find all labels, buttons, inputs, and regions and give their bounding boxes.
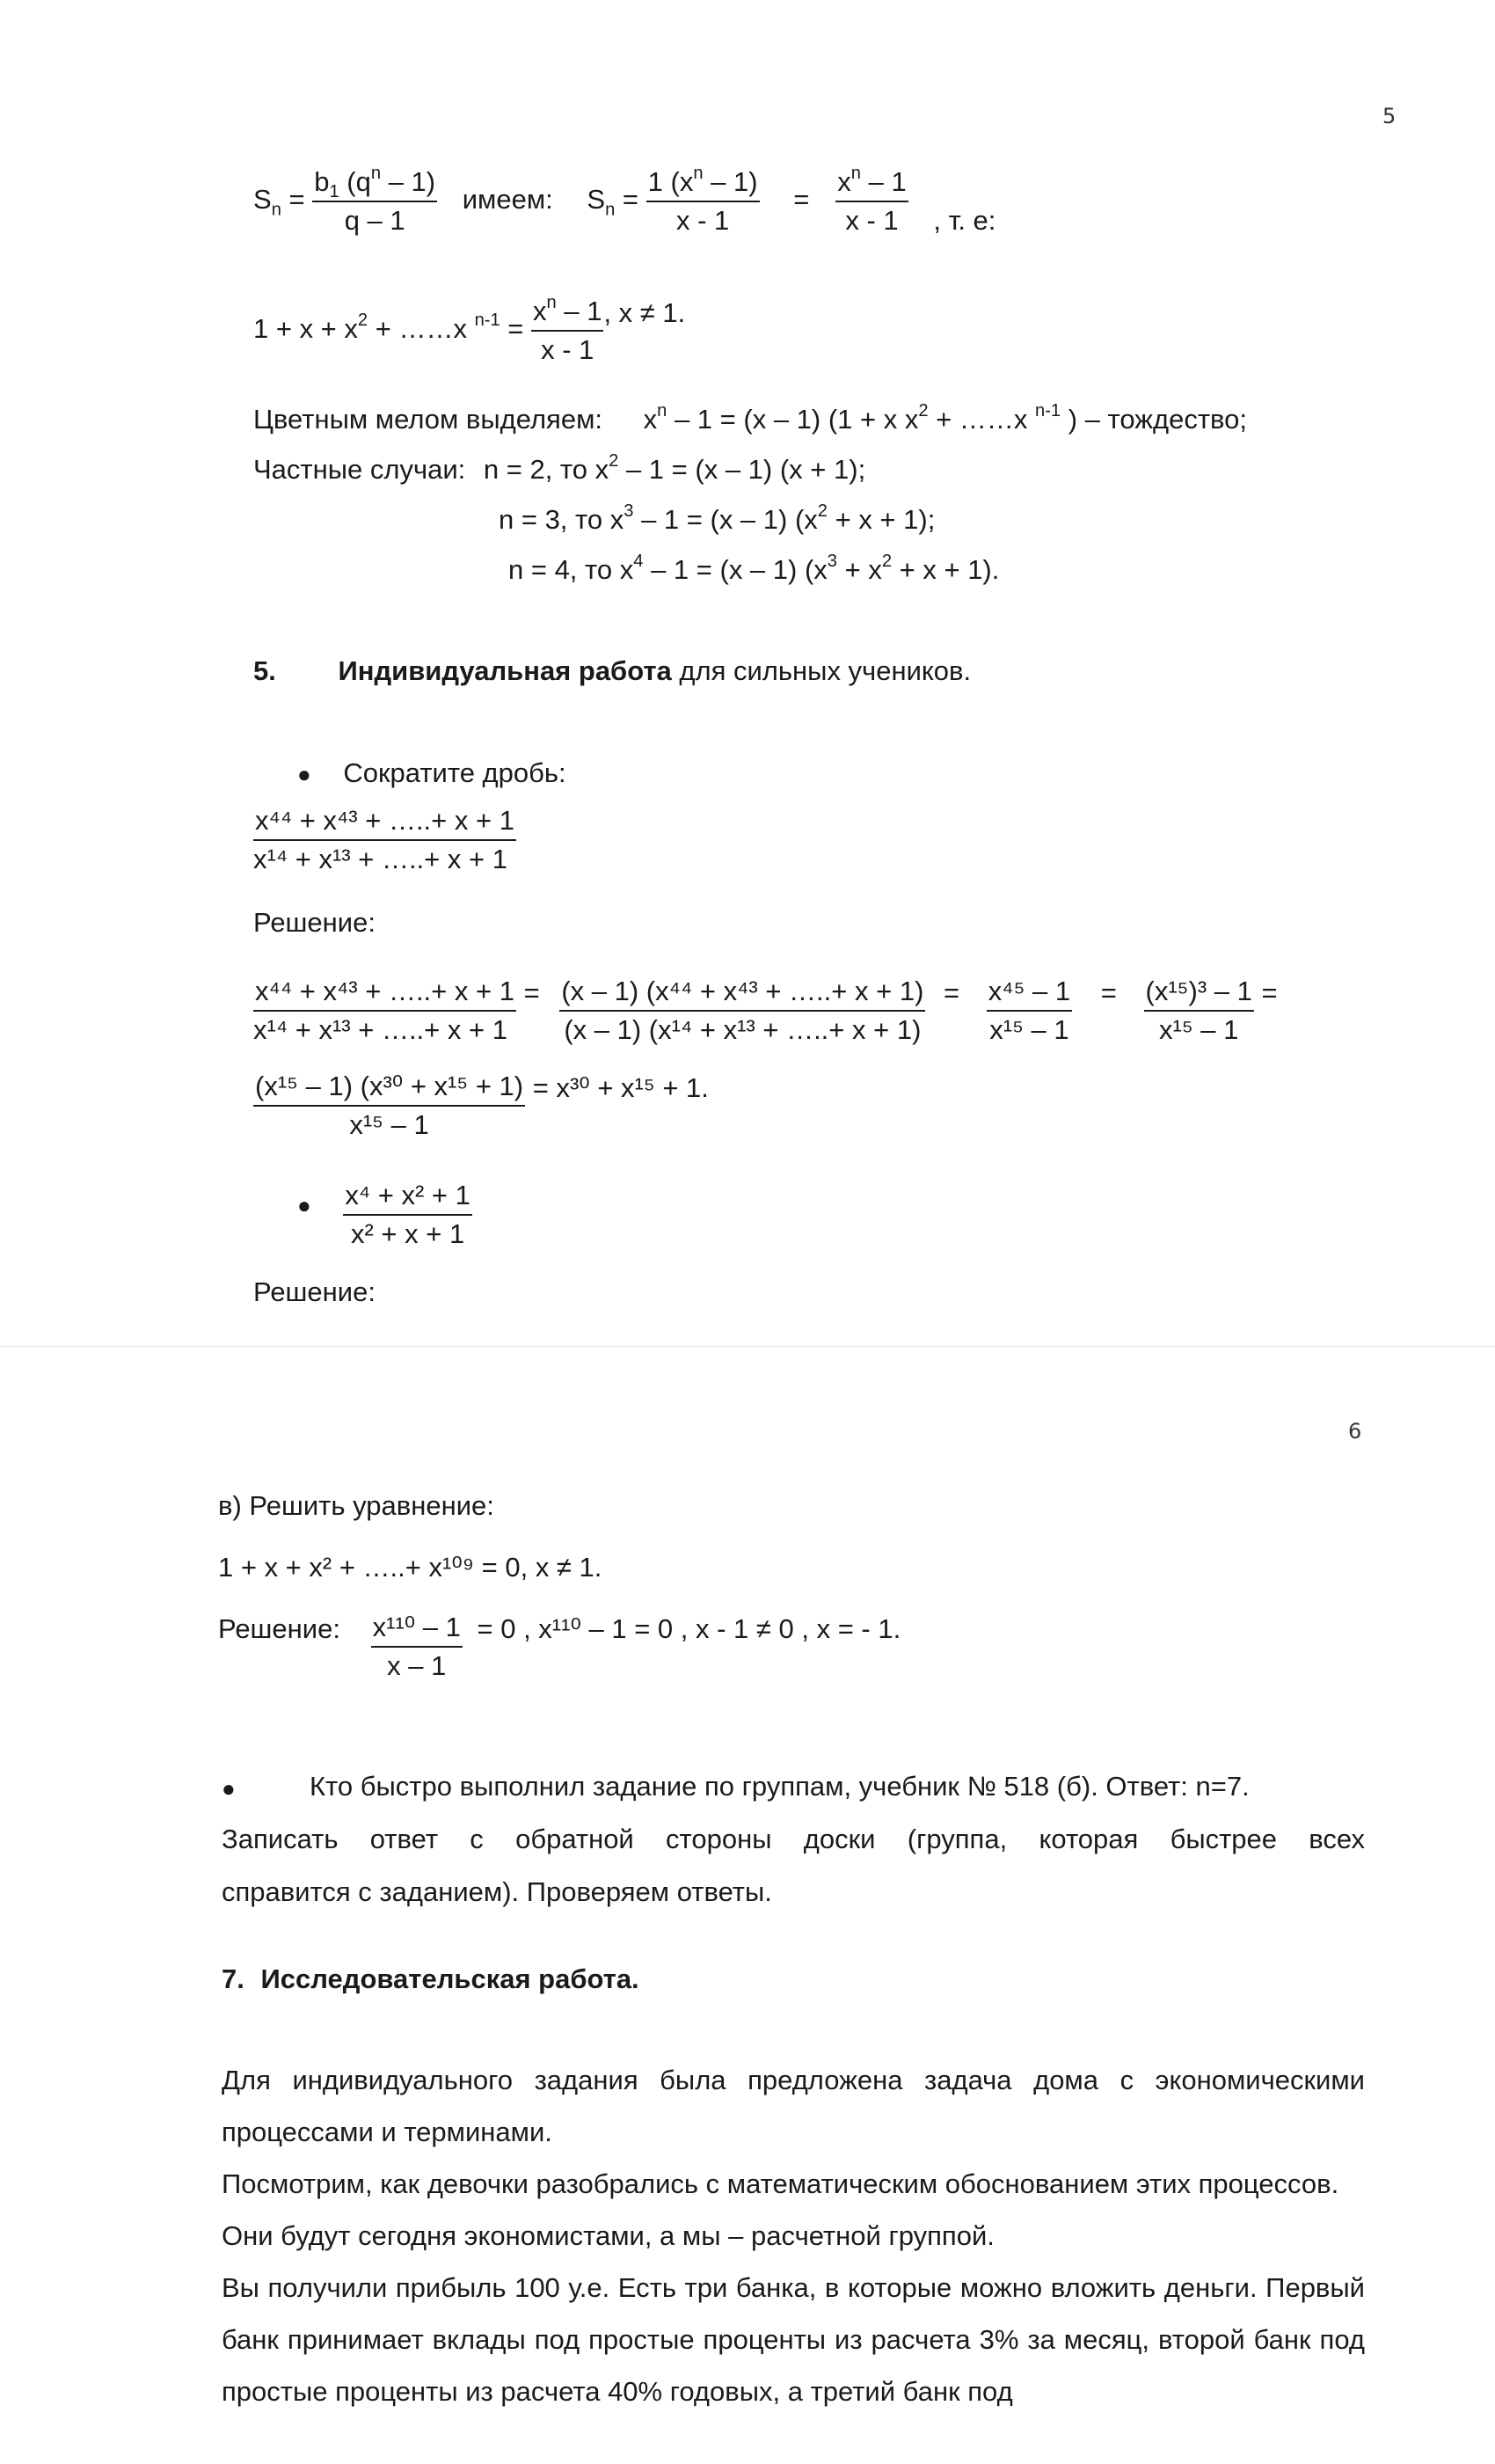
equals-sign: = bbox=[1261, 977, 1278, 1009]
solution-line2-numerator: (x¹⁵ – 1) (x³⁰ + x¹⁵ + 1) bbox=[253, 1070, 525, 1107]
research-text bbox=[222, 2054, 1365, 2417]
solution-rest: = 0 , x¹¹⁰ – 1 = 0 , x - 1 ≠ 0 , x = - 1. bbox=[477, 1613, 901, 1645]
bullet-para-line-2: Записать ответ с обратной стороны доски (группа, которая быстрее всех bbox=[222, 1824, 1365, 1854]
solution-frac3-denominator: x¹⁵ – 1 bbox=[989, 1014, 1069, 1045]
bullet-fraction-2 bbox=[297, 1170, 472, 1249]
sn-numerator: $b_1$ $(q^n - 1)$ bbox=[314, 163, 436, 202]
solution-label-2: Решение: bbox=[253, 1276, 376, 1307]
special-cases-label: Частные случаи: bbox=[253, 454, 466, 485]
document-page-6 bbox=[0, 1346, 1495, 2464]
solution-line-1 bbox=[253, 975, 1278, 1047]
sn-symbol-2: S bbox=[587, 184, 606, 216]
solution-denominator: x – 1 bbox=[387, 1650, 447, 1681]
solution-label: Решение: bbox=[253, 907, 376, 938]
reduce-fraction-expression bbox=[253, 804, 516, 876]
solution-numerator: x¹¹⁰ – 1 bbox=[371, 1611, 463, 1648]
fraction-numerator: x⁴ + x² + 1 bbox=[343, 1179, 472, 1216]
section-title-rest: для сильных учеников. bbox=[671, 655, 972, 686]
solution-frac1-numerator: x⁴⁴ + x⁴³ + …..+ x + 1 bbox=[253, 975, 516, 1012]
paragraph: Посмотрим, как девочки разобрались с математическим обоснованием этих процессов. bbox=[222, 2168, 1339, 2199]
solution-frac3-numerator: x⁴⁵ – 1 bbox=[987, 975, 1072, 1012]
solution-frac2-denominator: (x – 1) (x¹⁴ + x¹³ + …..+ x + 1) bbox=[564, 1014, 922, 1045]
te-text: , т. е: bbox=[933, 205, 996, 237]
solution-line2-denominator: x¹⁵ – 1 bbox=[349, 1109, 429, 1140]
sn-fraction-2 bbox=[646, 165, 760, 238]
sn-fraction-3 bbox=[835, 165, 908, 238]
fraction-denominator: x¹⁴ + x¹³ + …..+ x + 1 bbox=[253, 844, 507, 874]
sn-denominator: q – 1 bbox=[344, 205, 405, 236]
bullet-icon: ● bbox=[222, 1775, 236, 1802]
sn-formula bbox=[253, 165, 995, 238]
sn-denominator-2: x - 1 bbox=[675, 205, 730, 236]
section-title: Исследовательская работа. bbox=[260, 1963, 639, 1994]
equals-sign: = bbox=[944, 977, 960, 1009]
sum-numerator: $x^n - 1$ bbox=[531, 295, 603, 332]
bullet-icon: ● bbox=[297, 1192, 311, 1219]
solution-frac4-numerator: (x¹⁵)³ – 1 bbox=[1144, 975, 1254, 1012]
special-cases-line-3: n = 4, то $x^4 - 1 = (x - 1) (x^3 + x^2 + x + 1)$. bbox=[508, 551, 1000, 585]
sn-fraction bbox=[312, 165, 437, 238]
paragraph: Они будут сегодня экономистами, а мы – расчетной группой. bbox=[222, 2220, 995, 2251]
sn-numerator-3: $x^n - 1$ bbox=[835, 165, 908, 202]
special-cases-line-1: Частные случаи: n = 2, то $x^2 - 1 = (x - 1) (x + 1)$; bbox=[253, 450, 866, 485]
paragraph: Для индивидуального задания была предложена задача дома с экономическими процессами и терминами. bbox=[222, 2065, 1365, 2147]
solution-label: Решение: bbox=[218, 1613, 340, 1645]
page-number: 6 bbox=[1348, 1419, 1362, 1444]
fraction-numerator: x⁴⁴ + x⁴³ + …..+ x + 1 bbox=[253, 804, 516, 841]
equation-solution bbox=[218, 1611, 901, 1683]
solution-frac4-denominator: x¹⁵ – 1 bbox=[1159, 1014, 1239, 1045]
equals-sign-3: = bbox=[793, 184, 810, 216]
bullet-reduce-fraction bbox=[297, 757, 566, 791]
equation: 1 + x + x² + …..+ x¹⁰⁹ = 0, x ≠ 1. bbox=[218, 1552, 602, 1583]
have-text: имеем: bbox=[462, 184, 553, 216]
section-number: 5. bbox=[253, 655, 276, 686]
identity-line bbox=[253, 400, 1248, 436]
equals-sign: = bbox=[523, 977, 540, 1009]
identity-label: Цветным мелом выделяем: bbox=[253, 404, 603, 435]
sn-numerator-2: 1 $(x^n - 1)$ bbox=[646, 165, 760, 202]
sn-subscript: n bbox=[271, 200, 281, 220]
condition-text: , x ≠ 1. bbox=[603, 297, 686, 329]
solution-line-2 bbox=[253, 1070, 709, 1142]
section-title-bold: Индивидуальная работа bbox=[338, 655, 672, 686]
geometric-sum-formula: $1 + x + x^2$ + ……x $^{n-1}$ = $\frac{x^n - 1}{x - 1}$ , x ≠ 1. bbox=[253, 292, 686, 365]
page-number: 5 bbox=[1382, 104, 1397, 128]
sn-symbol: S bbox=[253, 184, 272, 216]
sn-denominator-3: x - 1 bbox=[845, 205, 899, 236]
bullet-para-line-3: справится с заданием). Проверяем ответы. bbox=[222, 1876, 772, 1907]
special-cases-line-2: n = 3, то $x^3 - 1 = (x - 1) (x^2 + x + 1)$; bbox=[499, 501, 936, 535]
section-7-heading bbox=[222, 1963, 639, 1996]
sum-fraction bbox=[531, 292, 603, 367]
task-v: в) Решить уравнение: bbox=[218, 1490, 494, 1521]
equals-sign-2: = bbox=[615, 184, 646, 216]
solution-frac1-denominator: x¹⁴ + x¹³ + …..+ x + 1 bbox=[253, 1014, 507, 1045]
bullet-label: Сократите дробь: bbox=[343, 757, 566, 788]
fraction-denominator: x² + x + 1 bbox=[351, 1218, 465, 1249]
sum-denominator: x - 1 bbox=[541, 334, 594, 365]
sn-subscript-2: n bbox=[605, 200, 616, 220]
section-number: 7. bbox=[222, 1963, 244, 1994]
bullet-icon: ● bbox=[297, 761, 311, 787]
solution-frac2-numerator: (x – 1) (x⁴⁴ + x⁴³ + …..+ x + 1) bbox=[559, 975, 925, 1012]
solution-result: = x³⁰ + x¹⁵ + 1. bbox=[532, 1072, 709, 1104]
bullet-para-line-1: Кто быстро выполнил задание по группам, учебник № 518 (б). Ответ: n=7. bbox=[310, 1771, 1250, 1802]
equals-sign: = bbox=[1100, 977, 1117, 1009]
paragraph: Вы получили прибыль 100 у.е. Есть три банка, в которые можно вложить деньги. Первый банк принимает вклады под простые проценты из расчета 3% за месяц, второй банк под простые проценты из расчета 40% годовых, а третий банк под bbox=[222, 2272, 1365, 2407]
section-5-heading bbox=[253, 654, 971, 688]
equals-sign: = bbox=[281, 184, 313, 216]
identity-expression: $x^n - 1 = (x - 1) (1 + x$ $x^2$ + ……x $^{n-1}$ ) – тождество; bbox=[643, 400, 1248, 435]
